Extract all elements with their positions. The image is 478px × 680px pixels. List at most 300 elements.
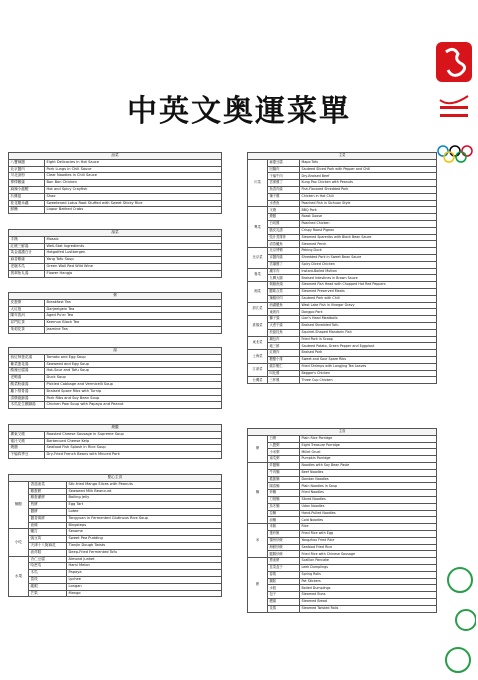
dish-zh: 芒果	[29, 590, 67, 597]
dish-en: Eight Treasure Porridge	[300, 442, 437, 449]
dish-zh: 烏冬麵	[268, 503, 300, 510]
dish-en: Green Wall Red Wild Wine	[45, 263, 222, 270]
dish-en: Steamed Bread	[300, 598, 437, 605]
dish-zh: 桂花糯米藕	[9, 200, 45, 207]
table-row	[9, 361, 222, 368]
dish-zh: 八寶粥	[268, 442, 300, 449]
dish-en: Fish-Flavored Shredded Pork	[300, 186, 437, 193]
dish-en: Darjeelgein Tea	[45, 306, 222, 313]
dish-en: Jasmine Tea	[45, 326, 222, 333]
left-menu-1	[8, 152, 222, 214]
table-row	[248, 469, 437, 476]
dish-zh: 醬餅	[29, 508, 67, 515]
table-row	[248, 268, 437, 275]
table-row	[9, 250, 222, 257]
dish-zh: 干煸牛肉	[268, 173, 300, 180]
table-row	[248, 159, 437, 166]
decorative-pattern	[440, 560, 476, 680]
dish-zh: 醬香薄餅	[29, 515, 67, 522]
dish-zh: 揚州炒飯	[268, 537, 300, 544]
section-heading: 主食	[248, 429, 437, 436]
dish-en: Peking Duck	[300, 248, 437, 255]
table-row	[9, 549, 222, 556]
dish-zh: 米飯	[268, 524, 300, 531]
left-menu-5	[8, 424, 222, 459]
dish-en: Egg Tart	[67, 502, 222, 509]
dish-zh: 刀削麵	[268, 496, 300, 503]
dish-en: Sauteed Potato, Green Pepper and Eggplant	[300, 343, 437, 350]
table-row	[9, 502, 222, 509]
dish-zh: 九轉大腸	[268, 275, 300, 282]
table-row	[248, 173, 437, 180]
table-row	[9, 590, 222, 597]
dish-zh: 擔擔麵	[268, 476, 300, 483]
dish-zh: 龍井蝦仁	[268, 363, 300, 370]
dish-en: Dongpo Pork	[300, 309, 437, 316]
dish-en: Hotgolfed Lustbergen	[45, 250, 222, 257]
table-row	[248, 442, 437, 449]
dish-en: Roasted Cheese Sausage in Supreme Soup	[45, 431, 222, 438]
dish-zh: 炒麵	[268, 490, 300, 497]
table-row	[248, 356, 437, 363]
dish-zh: 地三鮮	[268, 343, 300, 350]
group-label: 麵點	[9, 481, 29, 529]
dish-en: Shao	[45, 193, 222, 200]
table-row	[248, 377, 437, 384]
table-row	[9, 159, 222, 166]
table-row	[248, 537, 437, 544]
dish-en: BBQ Pork	[300, 207, 437, 214]
dish-zh: 蛋炒飯	[268, 530, 300, 537]
dish-en: Scallion Pancake	[300, 558, 437, 565]
dish-zh: 油炸糕	[29, 549, 67, 556]
section-heading: 粥	[9, 293, 222, 300]
table-row	[248, 207, 437, 214]
dish-en: Roast Goose	[300, 214, 437, 221]
dish-en: Cold Noodles	[300, 517, 437, 524]
table-row	[9, 563, 222, 570]
dish-en: Poached Chicken	[300, 220, 437, 227]
table-row	[248, 180, 437, 187]
section-heading: 湯	[9, 348, 222, 355]
dish-en: Beef Noodles	[300, 469, 437, 476]
dish-zh: 扒雞翅	[9, 193, 45, 200]
dish-en: Bon Bon Chicken	[45, 180, 222, 187]
dish-zh: 花捲	[268, 605, 300, 612]
dish-en: Hot-Sour and Tofu Soup	[45, 368, 222, 375]
dish-zh: 水餃	[268, 585, 300, 592]
table-row	[9, 515, 222, 522]
dish-en: Fried Rice with Chinese Sausage	[300, 551, 437, 558]
dish-en: Steamed Preserved Meats	[300, 288, 437, 295]
table-row	[9, 236, 222, 243]
dish-zh: 南瓜粥	[268, 456, 300, 463]
dish-zh: 麻香雞絲	[9, 257, 45, 264]
table-row	[9, 583, 222, 590]
table-row	[248, 503, 437, 510]
dish-zh: 豌豆黃	[29, 536, 67, 543]
dish-zh: 干煸四季豆	[9, 452, 45, 459]
dish-zh: 燒鵝	[268, 214, 300, 221]
table-row	[248, 510, 437, 517]
table-row	[248, 254, 437, 261]
dish-zh: 回鍋肉	[268, 166, 300, 173]
dish-en: Squirrel-Shaped Mandarin Fish	[300, 329, 437, 336]
dish-en: Eight Delicacies in Hot Sauce	[45, 159, 222, 166]
group-label: 江浙菜	[248, 363, 268, 377]
dish-zh: 老鴨湯	[9, 375, 45, 382]
table-row	[248, 200, 437, 207]
dish-zh: 蜜汁叉燒	[9, 438, 45, 445]
dish-zh: 清燉豬蹄湯	[9, 395, 45, 402]
dish-zh: 蔥油餅	[268, 558, 300, 565]
table-row	[9, 207, 222, 214]
dish-en: Pumpkin Porridge	[300, 456, 437, 463]
table-row	[9, 508, 222, 515]
olympic-emblem	[432, 40, 476, 130]
dish-zh: 拉麵	[268, 510, 300, 517]
dish-en: Lychee	[67, 576, 222, 583]
dish-en: Tianjin Dough Twists	[67, 542, 222, 549]
section-heading: 涼菜	[9, 153, 222, 160]
dish-en: Sweetened Lotus Root Stuffed with Sweet Sticky Rice	[45, 200, 222, 207]
dish-zh: 酸菜粉絲湯	[9, 381, 45, 388]
left-menu-3	[8, 292, 222, 334]
dish-zh: 叫化雞	[268, 370, 300, 377]
dish-zh: 春捲	[268, 571, 300, 578]
dish-zh: 翡翠魚丸湯	[9, 270, 45, 277]
table-row	[9, 452, 222, 459]
dish-en: Three Cup Chicken	[300, 377, 437, 384]
dish-en: Tongyuan in Fermented Glutinous Rice Soup	[67, 515, 222, 522]
dish-en: Mango	[67, 590, 222, 597]
dish-en: Beggar's Chicken	[300, 370, 437, 377]
table-row	[9, 173, 222, 180]
table-row	[9, 570, 222, 577]
dish-en: Fried Shrimps with Longjing Tea Leaves	[300, 363, 437, 370]
table-row	[248, 343, 437, 350]
dish-en: Kung Pao Chicken with Peanuts	[300, 180, 437, 187]
table-row	[248, 578, 437, 585]
dish-en: Flower Hangjo	[45, 270, 222, 277]
table-row	[248, 322, 437, 329]
dish-zh: 油條	[29, 522, 67, 529]
dish-zh: 茉莉花茶	[9, 326, 45, 333]
table-row	[248, 490, 437, 497]
dish-zh: 臘味合蒸	[268, 288, 300, 295]
dish-en: Noodles with Soy Bean Paste	[300, 462, 437, 469]
dish-en: Steamed Buns	[300, 592, 437, 599]
dish-en: Barbecued Cheese Kelp	[45, 438, 222, 445]
dish-zh: 紅燒肉	[268, 350, 300, 357]
table-row	[248, 524, 437, 531]
table-row	[9, 243, 222, 250]
table-row	[248, 302, 437, 309]
group-label: 餅	[248, 558, 268, 612]
table-row	[248, 551, 437, 558]
dish-zh: 麻辣小龍蝦	[9, 186, 45, 193]
dish-zh: 老碗木瓜	[9, 263, 45, 270]
dish-en: Hot and Spicy Crayfish	[45, 186, 222, 193]
dish-zh: 酸辣豆腐湯	[9, 368, 45, 375]
table-row	[9, 257, 222, 264]
dish-zh: 辣子雞	[268, 193, 300, 200]
table-row	[248, 166, 437, 173]
dish-en: Shredded Pork in Sweet Bean Sauce	[300, 254, 437, 261]
dish-zh: 北京醬肉	[9, 166, 45, 173]
table-row	[248, 476, 437, 483]
dish-zh: 祁門紅茶	[9, 320, 45, 327]
table-row	[9, 326, 222, 333]
dish-en: Sesame	[67, 529, 222, 536]
dish-en: Keemun Black Tea	[45, 320, 222, 327]
table-row	[248, 295, 437, 302]
dish-zh: 宮保雞丁	[268, 180, 300, 187]
table-row	[9, 395, 222, 402]
dish-en: Seafood Fried Rice	[300, 544, 437, 551]
dish-en: Crispy Roast Pigeon	[300, 227, 437, 234]
dish-en: Mosaic	[45, 236, 222, 243]
table-row	[248, 288, 437, 295]
group-label: 川菜	[248, 159, 268, 207]
dish-zh: 海鮮炒飯	[268, 544, 300, 551]
table-row	[248, 530, 437, 537]
dish-en: Udon Noodles	[300, 503, 437, 510]
dish-en: Duck Soup	[45, 375, 222, 382]
table-row	[9, 381, 222, 388]
table-row	[9, 438, 222, 445]
dish-en: Deep-Fried Fermented Tofu	[67, 549, 222, 556]
dish-en: Braised Shredded Tofu	[300, 322, 437, 329]
dish-zh: 陽春麵	[268, 483, 300, 490]
dish-zh: 煎餅	[29, 502, 67, 509]
group-label: 粵菜	[248, 207, 268, 248]
dish-en: Pork Lungs in Chili Sauce	[45, 166, 222, 173]
dish-zh: 獅子頭	[268, 316, 300, 323]
table-row	[248, 241, 437, 248]
dish-zh: 鮮醃	[9, 207, 45, 214]
dish-zh: 陳年普洱	[9, 313, 45, 320]
dish-zh: 涼麵	[268, 517, 300, 524]
table-row	[248, 275, 437, 282]
dish-en: Mapo Tofu	[300, 159, 437, 166]
dish-zh: 涮羊肉	[268, 268, 300, 275]
table-row	[248, 220, 437, 227]
table-row	[248, 282, 437, 289]
table-row	[9, 186, 222, 193]
table-row	[9, 166, 222, 173]
dish-en: Aged Pu'er Tea	[45, 313, 222, 320]
table-row	[9, 576, 222, 583]
dish-zh: 杏仁豆腐	[29, 556, 67, 563]
left-menu-2	[8, 229, 222, 278]
table-row	[248, 234, 437, 241]
group-label: 上海菜	[248, 350, 268, 364]
dish-zh: 白粥	[268, 435, 300, 442]
dish-en: Seaweed Milk Beancurd	[67, 488, 222, 495]
dish-en: Lotee	[67, 508, 222, 515]
dish-en: Braised Intestines in Brown Sauce	[300, 275, 437, 282]
dish-en: Chicken in Hot Chili	[300, 193, 437, 200]
table-row	[9, 180, 222, 187]
table-row	[9, 495, 222, 502]
dish-zh: 麻婆豆腐	[268, 159, 300, 166]
table-row	[248, 248, 437, 255]
right-menu-main	[247, 152, 437, 384]
section-heading: 燒臘	[9, 425, 222, 432]
dish-en: Dry-Braised Beef	[300, 173, 437, 180]
dish-en: Boiling Jelly	[67, 495, 222, 502]
table-row	[248, 336, 437, 343]
table-row	[9, 542, 222, 549]
section-heading: 點心主食	[9, 475, 222, 482]
table-row	[248, 517, 437, 524]
table-row	[9, 529, 222, 536]
group-label: 浙江菜	[248, 302, 268, 316]
dish-zh: 龍眼	[29, 583, 67, 590]
table-row	[9, 445, 222, 452]
dish-zh: 清蒸鱸魚	[268, 241, 300, 248]
dish-en: Fried Pork in Scoop	[300, 336, 437, 343]
dish-en: Liqour Bathed Crabs	[45, 207, 222, 214]
table-row	[248, 435, 437, 442]
dish-zh: 蘿卜排骨湯	[9, 388, 45, 395]
dish-zh: 西紅柿蛋花湯	[9, 354, 45, 361]
olympic-rings-icon	[436, 144, 476, 166]
dish-en: Braised Spare Ribs with Turnip	[45, 388, 222, 395]
dish-en: Fried Noodles	[300, 490, 437, 497]
dish-en: Stir-fried Mango Slices with Peanuts	[67, 481, 222, 488]
table-row	[248, 592, 437, 599]
dish-zh: 北京烤鴨	[268, 248, 300, 255]
table-row	[248, 316, 437, 323]
table-row	[248, 186, 437, 193]
dish-en: Plain Rice Porridge	[300, 435, 437, 442]
table-row	[248, 598, 437, 605]
dish-en: Sliced Noodles	[300, 496, 437, 503]
table-row	[248, 193, 437, 200]
dish-en: Well-Stat Ingredients	[45, 243, 222, 250]
dish-en: Pot Stickers	[300, 578, 437, 585]
dish-zh: 叉燒	[268, 207, 300, 214]
dish-en: Steamed Perch	[300, 241, 437, 248]
table-row	[248, 350, 437, 357]
dish-zh: 辣椒炒肉	[268, 295, 300, 302]
dish-en: Leek Dumplings	[300, 564, 437, 571]
dish-zh: 饅頭	[268, 598, 300, 605]
dish-zh: 香菇油菜	[29, 481, 67, 488]
dish-en: Pork Ribs and Soy Bean Soup	[45, 395, 222, 402]
dish-zh: 廣東叉燒	[9, 431, 45, 438]
table-row	[248, 605, 437, 612]
table-row	[9, 200, 222, 207]
dish-zh: 包子	[268, 592, 300, 599]
dish-zh: 豉汁蒸排骨	[268, 234, 300, 241]
dish-en: Papaya	[67, 570, 222, 577]
table-row	[248, 564, 437, 571]
dish-zh: 臘腸炒飯	[268, 551, 300, 558]
table-row	[9, 313, 222, 320]
dish-en: Breakfast Tea	[45, 299, 222, 306]
right-menu-staple	[247, 428, 437, 613]
table-row	[9, 481, 222, 488]
dish-zh: 紫菜蛋花湯	[9, 361, 45, 368]
dish-zh: 燒鵝	[9, 445, 45, 452]
table-row	[248, 227, 437, 234]
dish-zh: 紅燒三鮮湯	[9, 243, 45, 250]
dish-en: Braised Pork	[300, 350, 437, 357]
dish-en: Instant-Boiled Mutton	[300, 268, 437, 275]
dish-en: Steamed Spareribs with Black Bean Sauce	[300, 234, 437, 241]
table-row	[9, 388, 222, 395]
table-row	[248, 571, 437, 578]
dish-zh: 雞蛋灌餅	[29, 495, 67, 502]
dish-en: Plain Noodles in Soup	[300, 483, 437, 490]
dish-zh: 皮蛋粥	[9, 299, 45, 306]
dish-zh: 驢打	[29, 529, 67, 536]
dish-zh: 西湖醋魚	[268, 302, 300, 309]
dish-en: Chicken Paw Soup with Papaya and Peanut	[45, 402, 222, 409]
dish-zh: 韭菜盒子	[268, 564, 300, 571]
dish-zh: 剁椒魚頭	[268, 282, 300, 289]
dish-en: Poached Fish in Sichuan Style	[300, 200, 437, 207]
dish-en: Dandan Noodles	[300, 476, 437, 483]
group-label: 淮揚菜	[248, 316, 268, 336]
dish-zh: 魚香肉絲	[268, 186, 300, 193]
dish-en: Almond Junket	[67, 556, 222, 563]
dish-en: Seafood Fish Splash in Rice Soup	[45, 445, 222, 452]
table-row	[248, 483, 437, 490]
table-row	[248, 558, 437, 565]
table-row	[248, 363, 437, 370]
dish-en: Steamed Fish Head with Chopped Hot Red Peppers	[300, 282, 437, 289]
dish-zh: 黃金湯濃白汁	[9, 250, 45, 257]
table-row	[9, 368, 222, 375]
dish-zh: 松鼠桂魚	[268, 329, 300, 336]
dish-zh: 鍋包肉	[268, 336, 300, 343]
dish-zh: 白切雞	[268, 220, 300, 227]
dish-en: Steamed Twisted Rolls	[300, 605, 437, 612]
dish-en: Clear Noodles in Chili Sauce	[45, 173, 222, 180]
dish-en: Fried Rice with Egg	[300, 530, 437, 537]
dish-zh: 木瓜	[29, 570, 67, 577]
left-menu-4	[8, 347, 222, 409]
table-row	[248, 496, 437, 503]
dish-en: Spring Rolls	[300, 571, 437, 578]
dish-en: Hami Melon	[67, 563, 222, 570]
dish-zh: 京醬肉絲	[268, 254, 300, 261]
dish-zh: 木瓜花生雞腳湯	[9, 402, 45, 409]
table-row	[9, 488, 222, 495]
group-label: 水果	[9, 556, 29, 597]
table-row	[248, 585, 437, 592]
dish-zh: 棒棒雞絲	[9, 180, 45, 187]
dish-en: Millet Gruel	[300, 449, 437, 456]
table-row	[9, 375, 222, 382]
dish-en: Yang Tofu Soup	[45, 257, 222, 264]
table-row	[248, 449, 437, 456]
section-heading: 主菜	[248, 153, 437, 160]
dish-zh: 糖醋小排	[268, 356, 300, 363]
dish-en: Tomato and Egg Soup	[45, 354, 222, 361]
table-row	[248, 329, 437, 336]
group-label: 台灣菜	[248, 377, 268, 384]
dish-en: Sauteed Pork with Chili	[300, 295, 437, 302]
table-row	[248, 370, 437, 377]
table-row	[9, 354, 222, 361]
table-row	[9, 556, 222, 563]
table-row	[9, 522, 222, 529]
